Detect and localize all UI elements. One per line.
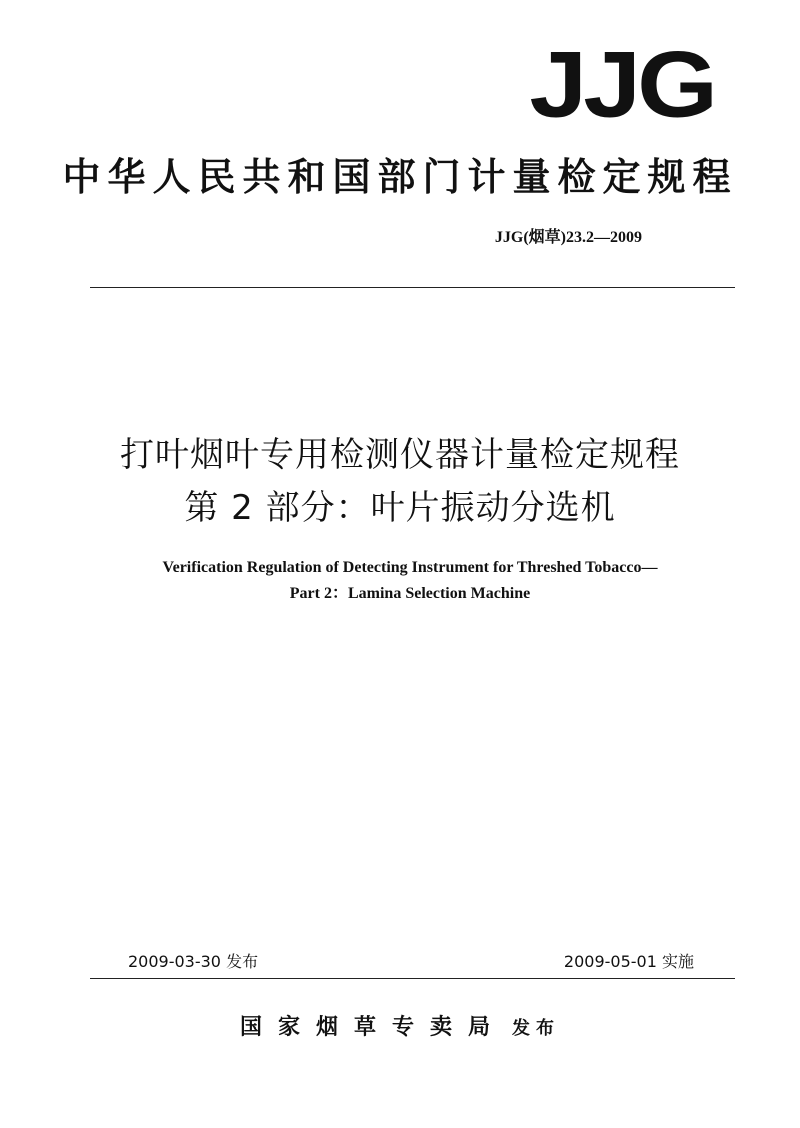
organization-title: 中华人民共和国部门计量检定规程 <box>62 155 738 199</box>
publisher <box>0 1012 800 1044</box>
standard-code: JJG(烟草)23.2—2009 <box>494 229 642 246</box>
english-title-line-2: Part 2：Lamina Selection Machine <box>289 585 531 602</box>
chinese-title-line-2: 第 2 部分：叶片振动分选机 <box>184 488 616 528</box>
bottom-divider <box>90 978 735 979</box>
implementation-date: 2009-05-01 实施 <box>563 952 694 971</box>
chinese-title-line-1: 打叶烟叶专用检测仪器计量检定规程 <box>120 435 680 475</box>
jjg-logo: JJG <box>529 32 714 137</box>
publisher-name: 国家烟草专卖局 <box>239 1014 506 1040</box>
issue-date: 2009-03-30 发布 <box>128 952 259 971</box>
top-divider <box>90 287 735 288</box>
english-title-line-1: Verification Regulation of Detecting Instrument for Threshed Tobacco— <box>162 559 658 576</box>
publisher-suffix: 发布 <box>512 1018 560 1039</box>
